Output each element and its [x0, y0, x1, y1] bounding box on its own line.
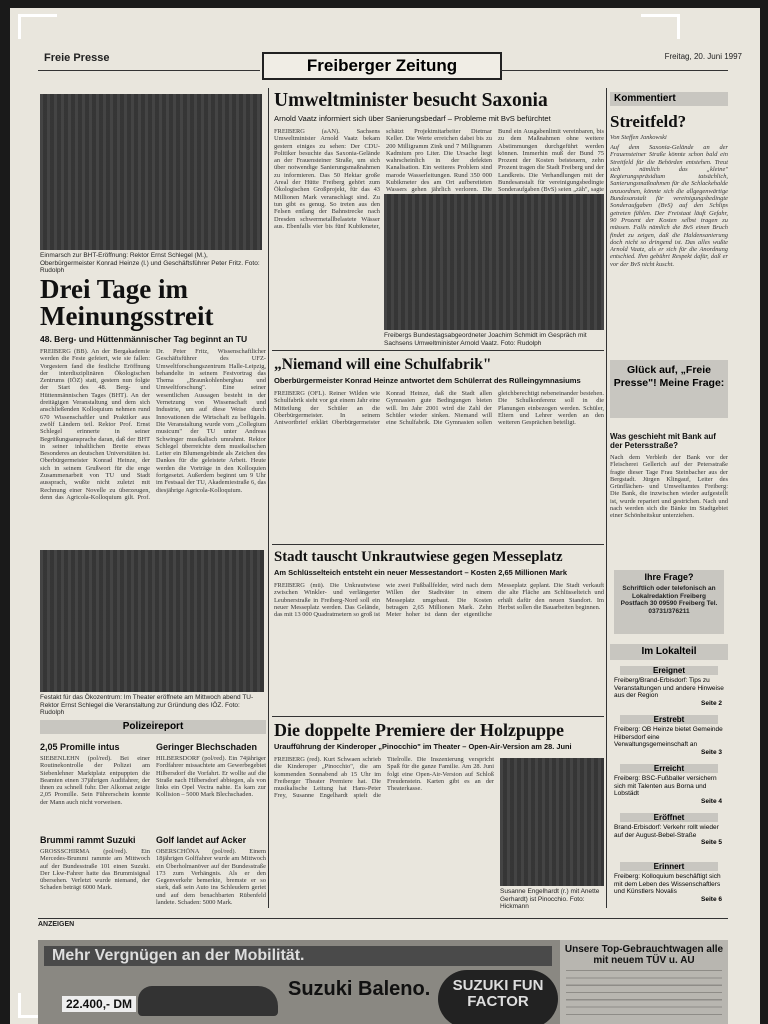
- police-item-text: HILBERSDORF (pol/red). Ein 74jähriger Fordfahrer missachtete am Gewerbegebiet Hilbersdorf die Vorfahrt. Er wollte auf die Straße nach Hilbersdorf abbiegen, als von links ein Opel Vectra nahte. Es kam zur Kollision – 5000 Mark Blechschaden.: [156, 755, 266, 799]
- lokalteil-list: [610, 666, 728, 916]
- lokalteil-item[interactable]: [610, 813, 728, 846]
- headline-drei-tage: Drei Tage im Meinungsstreit: [40, 274, 214, 331]
- photo-caption: Einmarsch zur BHT-Eröffnung: Rektor Ernst Schlegel (M.), Oberbürgermeister Konrad Heinze (l.) und Geschäftsführer Peter Fritz. Foto: Rudolph: [40, 252, 260, 274]
- lokalteil-item-title: Erreicht: [620, 764, 718, 773]
- lokalteil-item-page: Seite 4: [701, 797, 722, 805]
- issue-date: Freitag, 20. Juni 1997: [664, 52, 742, 61]
- photo-pinocchio: [500, 758, 604, 886]
- police-item-title: Brummi rammt Suzuki: [40, 835, 136, 845]
- subheadline: Uraufführung der Kinderoper „Pinocchio" im Theater – Open-Air-Version am 28. Juni: [274, 742, 572, 751]
- divider: [272, 544, 604, 545]
- ad-price: 22.400,- DM: [62, 996, 136, 1012]
- lokalteil-item-title: Eröffnet: [620, 813, 718, 822]
- column-divider: [268, 88, 269, 908]
- ad-used-cars-title: Unsere Top-Gebrauchtwagen alle mit neuem TÜV u. AU: [564, 944, 724, 966]
- police-item-text: GROSSSCHIRMA (pol/red). Ein Mercedes-Brummi rammte am Mittwoch auf der Bundesstraße 101 einen Suzuki. Der Lkw-Fahrer hatte das Brummisignal übersehen. Verletzt wurde niemand, der Schaden beträgt 6000 Mark.: [40, 848, 150, 892]
- car-image: [138, 986, 278, 1016]
- kommentar-label: Kommentiert: [614, 93, 676, 104]
- scan-corner-marker: [18, 14, 57, 39]
- divider: [38, 918, 728, 919]
- section-title: Freiberger Zeitung: [262, 52, 502, 80]
- headline-umweltminister: Umweltminister besucht Saxonia: [274, 90, 548, 111]
- divider: [38, 70, 260, 71]
- lokalteil-item-page: Seite 3: [701, 748, 722, 756]
- subheadline: Am Schlüsselteich entsteht ein neuer Messestandort – Kosten 2,65 Millionen Mark: [274, 568, 567, 577]
- lokalteil-item[interactable]: [610, 715, 728, 756]
- article-text: FREIBERG (mü). Die Unkrautwiese zwischen Winkler- und verlängerter Leubnerstraße in Freiberg-Nord soll ein neuer Messeplatz werden. Das Gelände, das mit 13 000 Quadratmetern so groß ist wie zwei Fußballfelder, wird nach dem Willen der Stadtväter in einem Messeplatz umgebaut. Die Kosten betragen 2,65 Millionen Mark. Zehn Meter hoher ist dann der eigentliche Messeplatz geplant. Die Stadt verkauft die alte Fläche am Schlüsselteich und erhält dafür den neuen Standort. Im Herbst sollen die Bauarbeiten beginnen.: [274, 582, 604, 619]
- photo-caption: Festakt für das Ökozentrum: Im Theater eröffnete am Mittwoch abend TU-Rektor Ernst Schlegel die Veranstaltung zur Gründung des IÖZ. Foto: Rudolph: [40, 694, 254, 716]
- paper-name: Freie Presse: [44, 52, 110, 64]
- police-item-text: OBERSCHÖNA (pol/red). Einem 18jährigen Golffahrer wurde am Mittwoch ein Überholmanöver auf der Bundesstraße 173 zum Verhängnis. Als er den Gegenverkehr bemerkte, bremste er so stark, daß sein Auto ins Schleudern geriet und auf dem benachbarten Rübenfeld landete. Schaden: 5000 Mark.: [156, 848, 266, 907]
- lokalteil-item-title: Erinnert: [620, 862, 718, 871]
- ihre-frage-text: Schriftlich oder telefonisch an Lokalredaktion Freiberg Postfach 30 09590 Freiberg Tel. 03731/376211: [620, 585, 718, 615]
- lokalteil-item-page: Seite 2: [701, 699, 722, 707]
- kommentar-text: Auf dem Saxonia-Gelände an der Frauensteiner Straße könnte schon bald ein Streitfeld für die Behörden entstehen. Treut sich nämlich das „kleine" Regierungspräsidium tatsächlich, Sanierungsmaßnahmen für die Schlackehalde anzuordnen, könnte sich die allgegenwärtige Bundesanstalt für vereinigungsbedingte Sonderaufgaben (BvS) auf den Schlips getreten fühlen. Der Freistaat läuft Gefahr, 90 Prozent der Kosten selbst tragen zu müssen. Falls nämlich die BvS einen Bruch findet zu zeigen, daß die Haldensanierung doch nicht so dringend ist. Das alles wußte Arnold Vaatz, als er sich für die Anordnung entschied. Ihm gebührt Respekt dafür, daß er vor der BvS nicht kuscht.: [610, 144, 728, 268]
- photo-bht-opening: [40, 94, 262, 250]
- ad-used-cars: [560, 940, 728, 1024]
- kommentar-author: Von Steffen Jankowski: [610, 134, 667, 141]
- lokalteil-item[interactable]: [610, 666, 728, 707]
- glueck-title: Glück auf, „Freie Presse"! Meine Frage:: [613, 364, 725, 389]
- subheadline: Arnold Vaatz informiert sich über Sanierungsbedarf – Probleme mit BvS befürchtet: [274, 114, 551, 123]
- divider: [500, 70, 728, 71]
- headline-messeplatz: Stadt tauscht Unkrautwiese gegen Messeplatz: [274, 549, 563, 565]
- subheadline: 48. Berg- und Hüttenmännischer Tag beginnt an TU: [40, 334, 248, 344]
- ad-headline: Mehr Vergnügen an der Mobilität.: [44, 946, 552, 966]
- photo-caption: Susanne Engelhardt (r.) mit Anette Gerhardt) ist Pinocchio. Foto: Hickmann: [500, 888, 600, 910]
- photo-caption: Freibergs Bundestagsabgeordneter Joachim Schmidt im Gespräch mit Sachsens Umweltminister Arnold Vaatz. Foto: Rudolph: [384, 332, 587, 347]
- column-divider: [606, 88, 607, 908]
- subheadline: Oberbürgermeister Konrad Heinze antwortet dem Schülerrat des Rülleingymnasiums: [274, 376, 581, 385]
- police-item-title: 2,05 Promille intus: [40, 742, 120, 752]
- frage-text: Nach dem Verbleib der Bank vor der Fleischerei Gellerich auf der Petersstraße fragte dieser Tage Frau Steinbacher aus der Bergstadt. Jürgen Klingauf, Leiter des Grünflächen- und Umweltamtes Freiberg: Die Bank, die inzwischen wieder aufgestellt ist, wurde repariert und gestrichen. Nach und nach werden sich die Bänke im Stadtgebiet einer Schönheitskur unterziehen.: [610, 454, 728, 520]
- ad-listing-lines: [566, 970, 722, 1020]
- ad-brand: Suzuki Baleno.: [288, 978, 431, 1000]
- article-text: FREIBERG (aAN). Sachsens Umweltminister Arnold Vaatz bekam gestern einiges zu sehen: Der CDU-Politiker besuchte das Saxonia-Gelände an der Frauensteiner Straße, um sich über notwendige Sanierungsmaßnahmen zu informieren. Das 50 Hektar große Areal der Hütte Freiberg gehört zum Ökologischen Großprojekt, für das 43 Millionen Mark veranschlagt sind. Zu tun gibt es genug. So treten aus den Felsen entlang der Bahnstrecke nach Dresden schwermetallbelastete Wässer aus. Ebenfalls vier bis fünf Kubikmeter, schätzt Projektmitarbeiter Dietmar Keller. Die Werte erreichen dabei bis zu 200 Milligramm Zink und 7 Milligramm Kadmium pro Liter. Die Ursache liegt wahrscheinlich in der defekten Kanalisation. Ein weiteres Problem sind marode Wasserleitungen. Rund 350 000 Kubikmeter des am Ort aufbereiteten Wassers gehen jährlich verloren. Die Bund ein Ausgabenlimit vereinbaren, bis zu dem Maßnahmen ohne weitere Abstimmungen durchgeführt werden können. Immerhin muß der Bund 75 Prozent der Kosten beisteuern, zehn Prozent tragen die Stadt Freiberg und der Landkreis. Die Verhandlungen mit der Bundesanstalt für vereinigungsbedingte Sonderaufgaben (BvS) seien „zäh", sagte: [274, 128, 604, 230]
- lokalteil-title: Im Lokalteil: [641, 646, 697, 657]
- divider: [272, 350, 604, 351]
- frage-title: Was geschieht mit Bank auf der Petersstraße?: [610, 432, 716, 450]
- lokalteil-item-page: Seite 5: [701, 839, 722, 846]
- article-text: FREIBERG (red). Kurt Schwaen schrieb die Kinderoper „Pinocchio", die am kommenden Sonnabend ab 15 Uhr im Freiberger Theater Premiere hat. Die musikalische Leitung hat Hans-Peter Frey, Susanne Engelhardt spielt die Titelrolle. Die Inszenierung verspricht Spaß für die ganze Familie. Am 28. Juni folgt eine Open-Air-Version auf Schloß Freudenstein. Karten gibt es an der Theaterkasse.: [274, 756, 494, 800]
- lokalteil-item-title: Erstrebt: [620, 715, 718, 724]
- lokalteil-item-text: Freiberg/Brand-Erbisdorf: Tips zu Veranstaltungen und andere Hinweise aus der Region: [614, 677, 724, 699]
- kommentar-title: Streitfeld?: [610, 112, 687, 131]
- lokalteil-item-text: Freiberg: OB Heinze bietet Gemeinde Hilbersdorf eine Verwaltungsgemeinschaft an: [614, 726, 723, 748]
- headline-holzpuppe: Die doppelte Premiere der Holzpuppe: [274, 720, 564, 740]
- lokalteil-item-title: Ereignet: [620, 666, 718, 675]
- car-advertisement: [38, 940, 728, 1024]
- police-column-right: [156, 742, 266, 914]
- lokalteil-item-page: Seite 6: [701, 895, 722, 903]
- ihre-frage-title: Ihre Frage?: [644, 572, 694, 582]
- ad-fun-factor-logo: SUZUKI FUN FACTOR: [438, 970, 558, 1024]
- scan-corner-marker: [641, 14, 680, 39]
- police-item-title: Golf landet auf Acker: [156, 835, 247, 845]
- article-text: FREIBERG (BB). An der Bergakademie werden die Feste gefeiert, wie sie fallen: Vorgestern fand die festliche Eröffnung der interdisziplinären Ökologischen Zentrums (IÖZ) statt, gestern nun folgte der Start des 48. Berg- und Hüttenmännischen Tages (BHT). An der dreitägigen Veranstaltung und dem sich anschließenden Kolloquium nehmen rund 670 Wissenschaftler und Praktiker aus zwölf Ländern teil. Rektor Prof. Ernst Schlegel erinnerte in seiner Begrüßungsansprache daran, daß der BHT in seiner inhaltlichen Breite etwas Besonderes an deutschen Universitäten ist. Oberbürgermeister Konrad Heinze, der sich in seinem Grußwort für die enge Zusammenarbeit von TU und Stadt aussprach, wußte nicht zuletzt mit Rechnung einer Novelle zu überzeugen, denn das Agricola-Kolloquium gilt. Prof. Dr. Peter Fritz, Wissenschaftlicher Geschäftsführer des UFZ-Umweltforschungszentrum Halle-Leipzig, behandelte in seinem Festvortrag das Thema „Braunkohlenbergbau und Umweltforschung". Eine seiner wesentlichen Aussagen besteht in der Vernetzung von Wissenschaft und Industrie, um auf diese Weise durch Innovationen die Wirtschaft zu beflügeln. Die Veranstaltung wurde vom „Collegium musicum" der TU unter Andreas Schwinger musikalisch umrahmt. Rektor Schlegel überreichte dem musikalischen Leiter ein Blumengebinde als Zeichen des Dankes für die geleistete Arbeit. Heute werden die Vorträge in den Kolloquien fortgesetzt. Außerdem beginnt um 9 Uhr im Festsaal der TU, Akademiestraße 6, das diesjährige Agricola-Kolloquium.: [40, 348, 266, 501]
- article-text: FREIBERG (OFL). Reiner Wilden wie Schulfabrik sieht vor gut einem Jahr eine Mitteilung der Schüler an die Oberbürgermeister. In seinem Antwortbrief erklärt Oberbürgermeister Konrad Heinze, daß die Stadt allen Gymnasien gute Bedingungen bieten will. Im Jahr 2001 wird die Zahl der Schüler wieder sinken. Niemand will eine Schulfabrik. Die Gymnasien sollen gleichberechtigt nebeneinander bestehen. Die Schulkonferenz soll in die Planungen einbezogen werden. Schüler, Eltern und Lehrer werden an den weiteren Gesprächen beteiligt.: [274, 390, 604, 427]
- ads-label: ANZEIGEN: [38, 921, 75, 928]
- police-header: Polizeireport: [122, 721, 184, 732]
- photo-vaatz-visit: [384, 194, 604, 330]
- lokalteil-item-text: Brand-Erbisdorf: Verkehr rollt wieder auf der August-Bebel-Straße: [614, 824, 719, 839]
- photo-oekozentrum: [40, 550, 264, 692]
- lokalteil-item-text: Freiberg: BSC-Fußballer versichern sich mit Talenten aus Borna und Lobstädt: [614, 775, 717, 797]
- police-column-left: [40, 742, 150, 914]
- headline-schulfabrik: „Niemand will eine Schulfabrik": [274, 356, 492, 373]
- divider: [272, 716, 604, 717]
- lokalteil-item-text: Freiberg: Kolloquium beschäftigt sich mit dem Leben des Wissenschaftlers und Künstlers Novalis: [614, 873, 721, 895]
- lokalteil-item[interactable]: [610, 862, 728, 903]
- police-item-title: Geringer Blechschaden: [156, 742, 258, 752]
- police-item-text: SIEBENLEHN (pol/red). Bei einer Routinekontrolle der Polizei am Siebenlehner Marktplatz entpuppten die Beamten einen 37jährigen Audifahrer, der ihnen zu schnell fuhr. Der Alkomat zeigte 2,05 Promille. Sein Führerschein konnte der Mann auch nicht vorweisen.: [40, 755, 150, 806]
- newspaper-page: [10, 8, 760, 1024]
- lokalteil-item[interactable]: [610, 764, 728, 805]
